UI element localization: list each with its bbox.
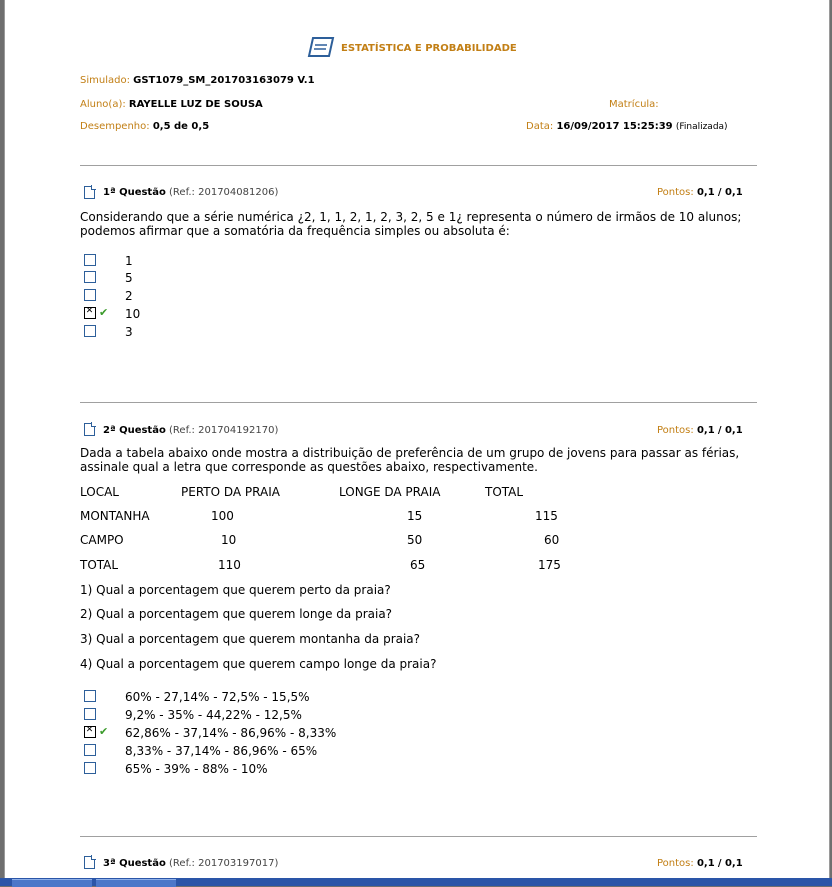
q3-pontos-label: Pontos:	[657, 858, 694, 869]
q2-subquestion: 2) Qual a porcentagem que querem longe da praia?	[80, 607, 393, 621]
q2-subquestion: 3) Qual a porcentagem que querem montanha da praia?	[80, 632, 421, 646]
q2-option-label: 62,86% - 37,14% - 86,96% - 8,33%	[125, 726, 337, 740]
q3-score	[657, 858, 743, 869]
q1-option-label: 3	[125, 325, 133, 339]
table-cell: 60	[544, 533, 560, 547]
q2-option-label: 8,33% - 37,14% - 86,96% - 65%	[125, 744, 318, 758]
table-cell: 175	[538, 558, 561, 572]
divider	[80, 165, 757, 166]
q2-text-line1: Dada a tabela abaixo onde mostra a distribuição de preferência de um grupo de jovens para passar as férias,	[80, 446, 740, 460]
q2-subquestion: 4) Qual a porcentagem que querem campo longe da praia?	[80, 657, 437, 671]
q1-title: 1ª Questão	[103, 187, 166, 198]
q2-option-label: 60% - 27,14% - 72,5% - 15,5%	[125, 690, 310, 704]
document-edit-icon	[307, 36, 335, 58]
matricula-label: Matrícula:	[609, 99, 659, 110]
q2-ref: (Ref.: 201704192170)	[169, 425, 279, 436]
q3-title: 3ª Questão	[103, 858, 166, 869]
q1-option-label: 1	[125, 254, 133, 268]
table-header-cell: TOTAL	[485, 485, 524, 499]
q2-option-label: 9,2% - 35% - 44,22% - 12,5%	[125, 708, 302, 722]
question-document-icon	[84, 186, 95, 199]
q3-header	[103, 858, 278, 869]
table-cell: 10	[221, 533, 237, 547]
q2-option-checkbox[interactable]	[84, 690, 96, 702]
question-document-icon	[84, 423, 95, 436]
q2-subquestion: 1) Qual a porcentagem que querem perto da praia?	[80, 583, 391, 597]
correct-check-icon: ✔	[99, 306, 109, 319]
q1-score	[657, 187, 743, 198]
table-header-cell: PERTO DA PRAIA	[181, 485, 280, 499]
question-document-icon	[84, 856, 95, 869]
desempenho-label: Desempenho:	[80, 121, 150, 132]
q1-option-label: 2	[125, 289, 133, 303]
simulado-value: GST1079_SM_201703163079 V.1	[133, 75, 315, 86]
table-cell: 110	[218, 558, 241, 572]
table-cell: 15	[407, 509, 423, 523]
desempenho-line	[80, 121, 209, 132]
q2-title: 2ª Questão	[103, 425, 166, 436]
page-title: ESTATÍSTICA E PROBABILIDADE	[341, 43, 517, 54]
data-status: (Finalizada)	[675, 122, 728, 132]
q1-pontos-total: / 0,1	[717, 187, 743, 198]
table-cell: 65	[410, 558, 426, 572]
q1-option-label: 5	[125, 271, 133, 285]
q3-pontos-value: 0,1	[696, 858, 715, 869]
q1-pontos-label: Pontos:	[657, 187, 694, 198]
aluno-line	[80, 99, 263, 110]
q1-option-checkbox[interactable]	[84, 325, 96, 337]
exam-page	[4, 0, 830, 878]
table-cell: CAMPO	[80, 533, 124, 547]
table-header-cell: LOCAL	[80, 485, 119, 499]
q1-header	[103, 187, 278, 198]
q3-pontos-total: / 0,1	[717, 858, 743, 869]
q3-ref: (Ref.: 201703197017)	[169, 858, 279, 869]
q1-option-label: 10	[125, 307, 141, 321]
q2-score	[657, 425, 743, 436]
q2-option-checkbox[interactable]	[84, 762, 96, 774]
q2-pontos-total: / 0,1	[717, 425, 743, 436]
q1-text-line2: podemos afirmar que a somatória da frequência simples ou absoluta é:	[80, 224, 510, 238]
q2-option-checkbox[interactable]	[84, 708, 96, 720]
q1-pontos-value: 0,1	[696, 187, 715, 198]
q2-pontos-value: 0,1	[696, 425, 715, 436]
q1-option-checkbox[interactable]	[84, 271, 96, 283]
table-cell: 100	[211, 509, 234, 523]
q1-ref: (Ref.: 201704081206)	[169, 187, 279, 198]
desempenho-value: 0,5 de 0,5	[152, 121, 210, 132]
q2-option-label: 65% - 39% - 88% - 10%	[125, 762, 268, 776]
taskbar	[0, 878, 832, 886]
q2-option-checkbox[interactable]	[84, 744, 96, 756]
divider	[80, 836, 757, 837]
simulado-line	[80, 75, 315, 86]
data-label: Data:	[526, 121, 554, 132]
q2-text-line2: assinale qual a letra que corresponde as questões abaixo, respectivamente.	[80, 460, 538, 474]
aluno-label: Aluno(a):	[80, 99, 126, 110]
correct-check-icon: ✔	[99, 725, 109, 738]
q2-option-checkbox-selected[interactable]	[84, 726, 96, 738]
table-cell: MONTANHA	[80, 509, 150, 523]
table-header-cell: LONGE DA PRAIA	[339, 485, 441, 499]
aluno-value: RAYELLE LUZ DE SOUSA	[128, 99, 263, 110]
q1-text-line1: Considerando que a série numérica ¿2, 1, 1, 2, 1, 2, 3, 2, 5 e 1¿ representa o número de irmãos de 10 alunos;	[80, 210, 742, 224]
q1-option-checkbox-selected[interactable]	[84, 307, 96, 319]
q2-header	[103, 425, 278, 436]
q1-option-checkbox[interactable]	[84, 254, 96, 266]
q2-pontos-label: Pontos:	[657, 425, 694, 436]
data-value: 16/09/2017 15:25:39	[556, 121, 673, 132]
simulado-label: Simulado:	[80, 75, 130, 86]
table-cell: 115	[535, 509, 558, 523]
table-cell: TOTAL	[80, 558, 119, 572]
table-cell: 50	[407, 533, 423, 547]
divider	[80, 402, 757, 403]
q1-option-checkbox[interactable]	[84, 289, 96, 301]
data-line	[526, 121, 728, 132]
